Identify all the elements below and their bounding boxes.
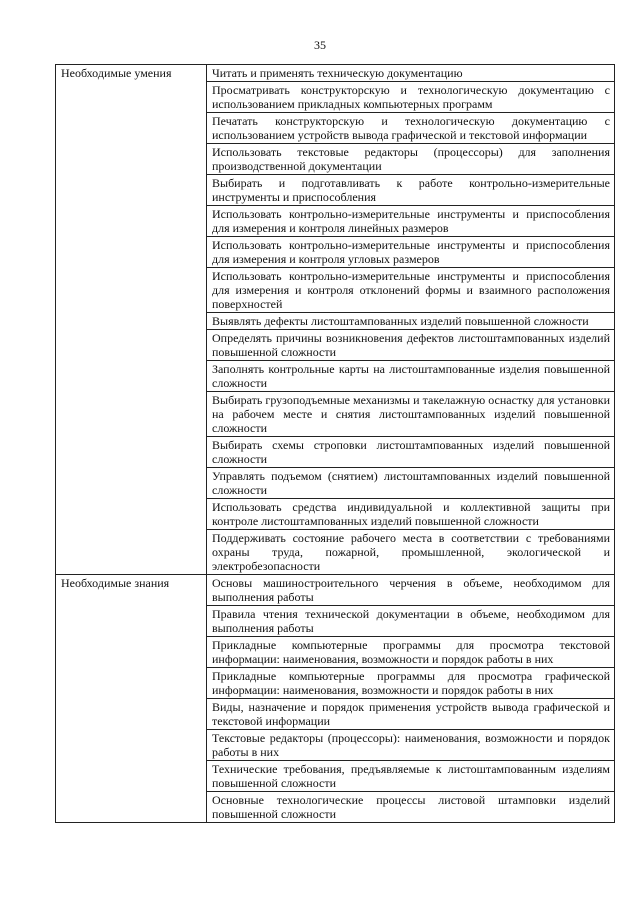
section-title: Необходимые умения	[56, 65, 207, 575]
requirement-item: Технические требования, предъявляемые к листоштампованным изделиям повышенной сложности	[207, 761, 615, 792]
requirement-item: Определять причины возникновения дефектов листоштампованных изделий повышенной сложности	[207, 330, 615, 361]
requirement-item: Использовать текстовые редакторы (процессоры) для заполнения производственной документации	[207, 144, 615, 175]
page-number: 35	[314, 38, 326, 52]
requirement-item: Просматривать конструкторскую и технологическую документацию с использованием прикладных компьютерных программ	[207, 82, 615, 113]
requirement-item: Печатать конструкторскую и технологическую документацию с использованием устройств вывода графической и текстовой информации	[207, 113, 615, 144]
requirement-item: Выбирать и подготавливать к работе контрольно-измерительные инструменты и приспособления	[207, 175, 615, 206]
requirement-item: Использовать средства индивидуальной и коллективной защиты при контроле листоштампованных изделий повышенной сложности	[207, 499, 615, 530]
requirement-item: Использовать контрольно-измерительные инструменты и приспособления для измерения и контроля угловых размеров	[207, 237, 615, 268]
requirement-item: Читать и применять техническую документацию	[207, 65, 615, 82]
requirement-item: Выбирать схемы строповки листоштампованных изделий повышенной сложности	[207, 437, 615, 468]
requirement-item: Использовать контрольно-измерительные инструменты и приспособления для измерения и контроля линейных размеров	[207, 206, 615, 237]
requirement-item: Правила чтения технической документации в объеме, необходимом для выполнения работы	[207, 606, 615, 637]
requirement-item: Поддерживать состояние рабочего места в соответствии с требованиями охраны труда, пожарной, промышленной, экологической и электробезопасности	[207, 530, 615, 575]
table-row	[56, 65, 615, 82]
requirement-item: Прикладные компьютерные программы для просмотра текстовой информации: наименования, возможности и порядок работы в них	[207, 637, 615, 668]
requirement-item: Выявлять дефекты листоштампованных изделий повышенной сложности	[207, 313, 615, 330]
requirement-item: Основы машиностроительного черчения в объеме, необходимом для выполнения работы	[207, 575, 615, 606]
requirements-table-body	[56, 65, 615, 823]
requirement-item: Выбирать грузоподъемные механизмы и такелажную оснастку для установки на рабочем месте и снятия листоштампованных изделий повышенной сложности	[207, 392, 615, 437]
requirement-item: Управлять подъемом (снятием) листоштампованных изделий повышенной сложности	[207, 468, 615, 499]
requirement-item: Основные технологические процессы листовой штамповки изделий повышенной сложности	[207, 792, 615, 823]
requirement-item: Виды, назначение и порядок применения устройств вывода графической и текстовой информации	[207, 699, 615, 730]
section-title: Необходимые знания	[56, 575, 207, 823]
requirement-item: Текстовые редакторы (процессоры): наименования, возможности и порядок работы в них	[207, 730, 615, 761]
requirement-item: Заполнять контрольные карты на листоштампованные изделия повышенной сложности	[207, 361, 615, 392]
table-row	[56, 575, 615, 606]
requirements-table	[55, 64, 615, 823]
requirement-item: Использовать контрольно-измерительные инструменты и приспособления для измерения и контроля отклонений формы и взаимного расположения поверхностей	[207, 268, 615, 313]
requirement-item: Прикладные компьютерные программы для просмотра графической информации: наименования, возможности и порядок работы в них	[207, 668, 615, 699]
